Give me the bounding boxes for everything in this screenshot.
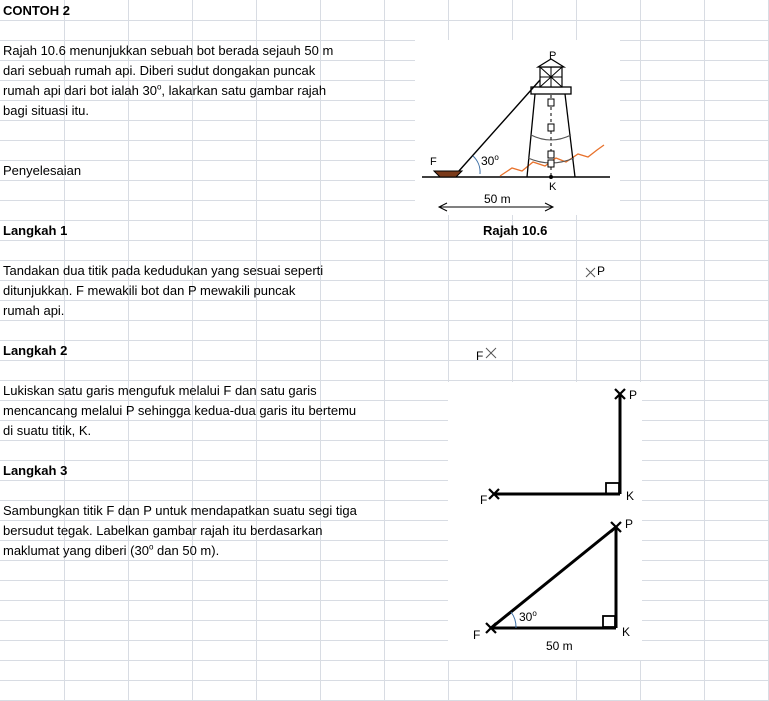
problem-line-3[interactable] [3, 81, 326, 101]
step1-heading[interactable]: Langkah 1 [3, 223, 68, 238]
step1-line-1[interactable]: Tandakan dua titik pada kedudukan yang sesuai seperti [3, 263, 324, 278]
degree-sup: o [494, 153, 499, 162]
step3-line-1[interactable]: Sambungkan titik F dan P untuk mendapatkan suatu segi tiga [3, 503, 357, 518]
problem-line-4[interactable]: bagi situasi itu. [3, 103, 89, 118]
step2-line-1[interactable]: Lukiskan satu garis mengufuk melalui F dan satu garis [3, 383, 317, 398]
step3-line-3-text: maklumat yang diberi (30 [3, 543, 149, 558]
step2-diagram[interactable] [448, 382, 642, 519]
angle-value: 30 [481, 154, 495, 168]
problem-line-3-rest: , lakarkan satu gambar rajah [161, 83, 327, 98]
step3-line-3-rest: dan 50 m). [153, 543, 220, 558]
step3-heading[interactable]: Langkah 3 [3, 463, 68, 478]
label-k: K [549, 181, 557, 193]
figure-caption[interactable]: Rajah 10.6 [483, 223, 548, 238]
step3-angle-label [519, 611, 537, 623]
step3-distance-label: 50 m [546, 639, 573, 653]
step2-label-k: K [626, 489, 635, 503]
distance-label: 50 m [484, 192, 511, 206]
step3-line-2[interactable]: bersudut tegak. Labelkan gambar rajah itu berdasarkan [3, 523, 323, 538]
step3-label-p: P [625, 517, 634, 531]
step1-label-p: P [597, 264, 606, 278]
step3-angle-value: 30 [519, 610, 533, 624]
step3-line-3[interactable] [3, 541, 219, 561]
step2-line-3[interactable]: di suatu titik, K. [3, 423, 92, 438]
degree-sup: o [156, 82, 162, 92]
step1-label-f: F [476, 349, 484, 363]
step2-heading[interactable]: Langkah 2 [3, 343, 68, 358]
step2-label-f: F [480, 493, 488, 507]
step2-label-p: P [629, 388, 638, 402]
problem-line-2[interactable]: dari sebuah rumah api. Diberi sudut dongakan puncak [3, 63, 316, 78]
problem-line-3-text: rumah api dari bot ialah 30 [3, 83, 157, 98]
label-p: P [549, 50, 557, 62]
page-title[interactable]: CONTOH 2 [3, 3, 70, 18]
step1-line-2[interactable]: ditunjukkan. F mewakili bot dan P mewakili puncak [3, 283, 296, 298]
step3-label-f: F [473, 628, 481, 642]
solution-heading[interactable]: Penyelesaian [3, 163, 82, 178]
step1-line-3[interactable]: rumah api. [3, 303, 65, 318]
problem-line-1[interactable]: Rajah 10.6 menunjukkan sebuah bot berada sejauh 50 m [3, 43, 334, 58]
step3-label-k: K [622, 625, 631, 639]
step2-line-2[interactable]: mencancang melalui P sehingga kedua-dua garis itu bertemu [3, 403, 357, 418]
degree-sup: o [532, 609, 537, 618]
degree-sup: o [148, 542, 154, 552]
angle-label [481, 155, 499, 167]
label-f: F [430, 156, 437, 168]
lighthouse-figure[interactable] [415, 40, 620, 215]
